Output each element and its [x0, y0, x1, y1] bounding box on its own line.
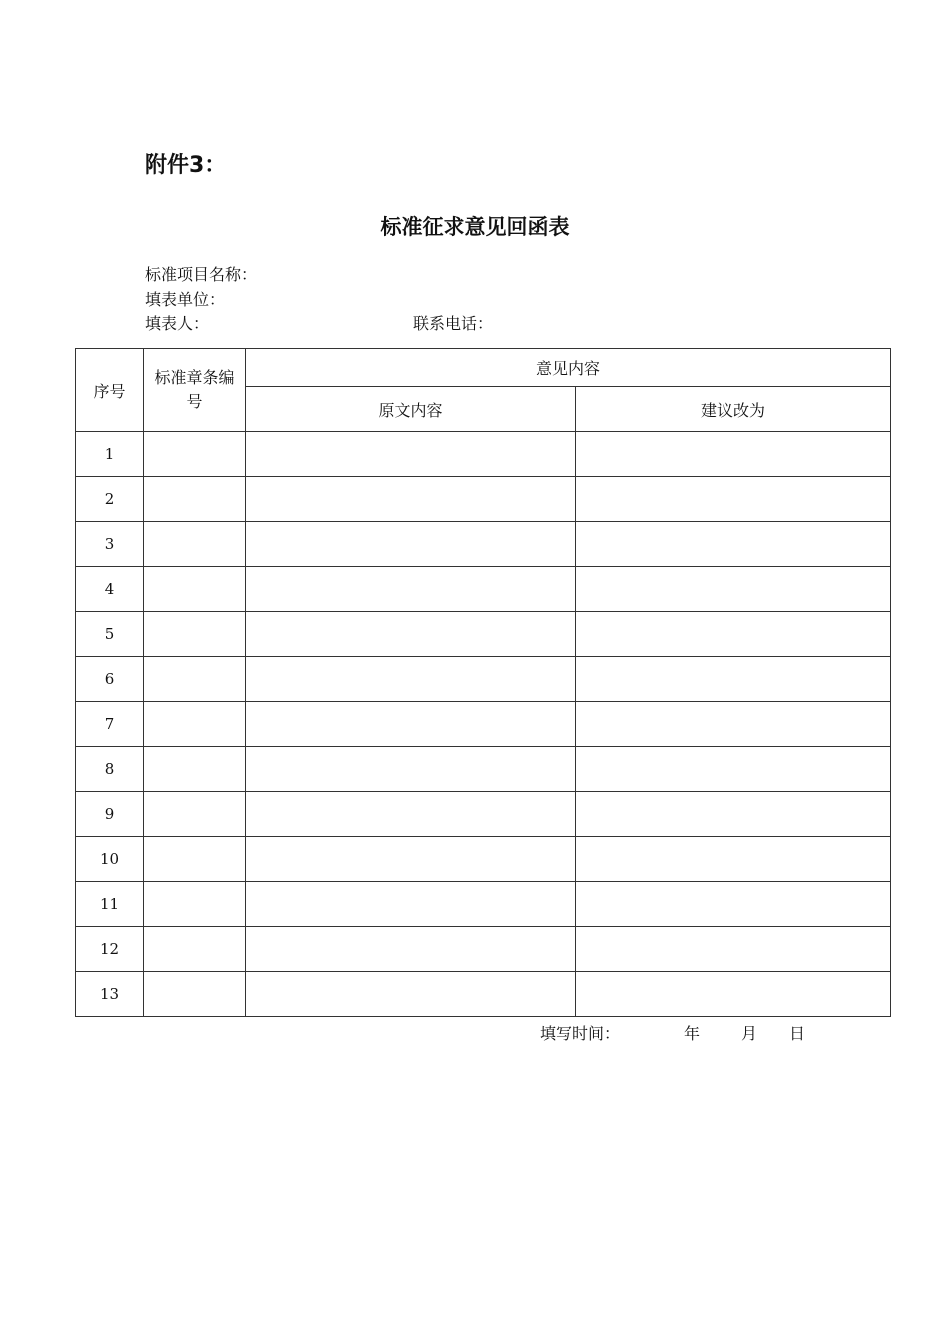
row-clause-cell[interactable]	[144, 657, 246, 702]
row-seq-cell: 2	[76, 477, 144, 522]
form-title: 标准征求意见回函表	[380, 215, 570, 239]
row-original-cell[interactable]	[246, 792, 576, 837]
row-suggestion-cell[interactable]	[576, 522, 891, 567]
row-suggestion-cell[interactable]	[576, 612, 891, 657]
row-seq-cell: 9	[76, 792, 144, 837]
row-seq-cell: 1	[76, 432, 144, 477]
row-original-cell[interactable]	[246, 477, 576, 522]
row-clause-cell[interactable]	[144, 792, 246, 837]
row-original-cell[interactable]	[246, 702, 576, 747]
table-row	[76, 612, 891, 657]
row-seq-cell: 12	[76, 927, 144, 972]
row-clause-cell[interactable]	[144, 837, 246, 882]
row-suggestion-cell[interactable]	[576, 792, 891, 837]
table-row	[76, 657, 891, 702]
row-clause-cell[interactable]	[144, 567, 246, 612]
row-seq-cell: 6	[76, 657, 144, 702]
row-original-cell[interactable]	[246, 567, 576, 612]
table-row	[76, 432, 891, 477]
table-row	[76, 837, 891, 882]
row-seq-cell: 11	[76, 882, 144, 927]
opinion-table	[75, 348, 891, 1017]
row-suggestion-cell[interactable]	[576, 702, 891, 747]
person-line	[145, 314, 494, 334]
row-clause-cell[interactable]	[144, 522, 246, 567]
row-suggestion-cell[interactable]	[576, 837, 891, 882]
project-name-label: 标准项目名称：	[145, 265, 258, 284]
table-row	[76, 747, 891, 792]
row-suggestion-cell[interactable]	[576, 927, 891, 972]
row-clause-cell[interactable]	[144, 972, 246, 1017]
table-row	[76, 972, 891, 1017]
header-clause: 标准章条编号	[154, 368, 235, 411]
row-seq-cell: 13	[76, 972, 144, 1017]
row-seq-cell: 7	[76, 702, 144, 747]
row-clause-cell[interactable]	[144, 612, 246, 657]
row-suggestion-cell[interactable]	[576, 432, 891, 477]
row-seq-cell: 10	[76, 837, 144, 882]
row-clause-cell[interactable]	[144, 927, 246, 972]
row-clause-cell[interactable]	[144, 477, 246, 522]
row-original-cell[interactable]	[246, 747, 576, 792]
row-seq-cell: 8	[76, 747, 144, 792]
row-clause-cell[interactable]	[144, 432, 246, 477]
row-original-cell[interactable]	[246, 972, 576, 1017]
header-original: 原文内容	[246, 387, 576, 432]
row-clause-cell[interactable]	[144, 702, 246, 747]
unit-label: 填表单位：	[145, 290, 226, 309]
row-suggestion-cell[interactable]	[576, 747, 891, 792]
table-row	[76, 567, 891, 612]
row-original-cell[interactable]	[246, 927, 576, 972]
month-label: 月	[741, 1024, 758, 1043]
row-seq-cell: 3	[76, 522, 144, 567]
table-header-row	[76, 349, 891, 387]
table-row	[76, 477, 891, 522]
row-suggestion-cell[interactable]	[576, 567, 891, 612]
project-name-line	[145, 265, 257, 285]
year-label: 年	[684, 1024, 701, 1043]
unit-line	[145, 290, 225, 310]
row-original-cell[interactable]	[246, 882, 576, 927]
row-suggestion-cell[interactable]	[576, 657, 891, 702]
row-clause-cell[interactable]	[144, 747, 246, 792]
row-original-cell[interactable]	[246, 837, 576, 882]
row-seq-cell: 4	[76, 567, 144, 612]
attachment-label: 附件3：	[145, 153, 227, 178]
row-clause-cell[interactable]	[144, 882, 246, 927]
row-seq-cell: 5	[76, 612, 144, 657]
fill-date-label: 填写时间：	[540, 1024, 621, 1043]
header-opinion: 意见内容	[246, 349, 891, 387]
header-seq: 序号	[76, 349, 144, 432]
table-row	[76, 522, 891, 567]
row-suggestion-cell[interactable]	[576, 882, 891, 927]
day-label: 日	[789, 1024, 806, 1043]
row-original-cell[interactable]	[246, 522, 576, 567]
row-original-cell[interactable]	[246, 612, 576, 657]
row-original-cell[interactable]	[246, 432, 576, 477]
row-original-cell[interactable]	[246, 657, 576, 702]
table-row	[76, 792, 891, 837]
header-clause-cell	[144, 349, 246, 432]
table-row	[76, 927, 891, 972]
row-suggestion-cell[interactable]	[576, 477, 891, 522]
header-suggestion: 建议改为	[576, 387, 891, 432]
row-suggestion-cell[interactable]	[576, 972, 891, 1017]
table-row	[76, 702, 891, 747]
phone-label: 联系电话：	[413, 314, 494, 333]
person-label: 填表人：	[145, 314, 210, 333]
table-row	[76, 882, 891, 927]
